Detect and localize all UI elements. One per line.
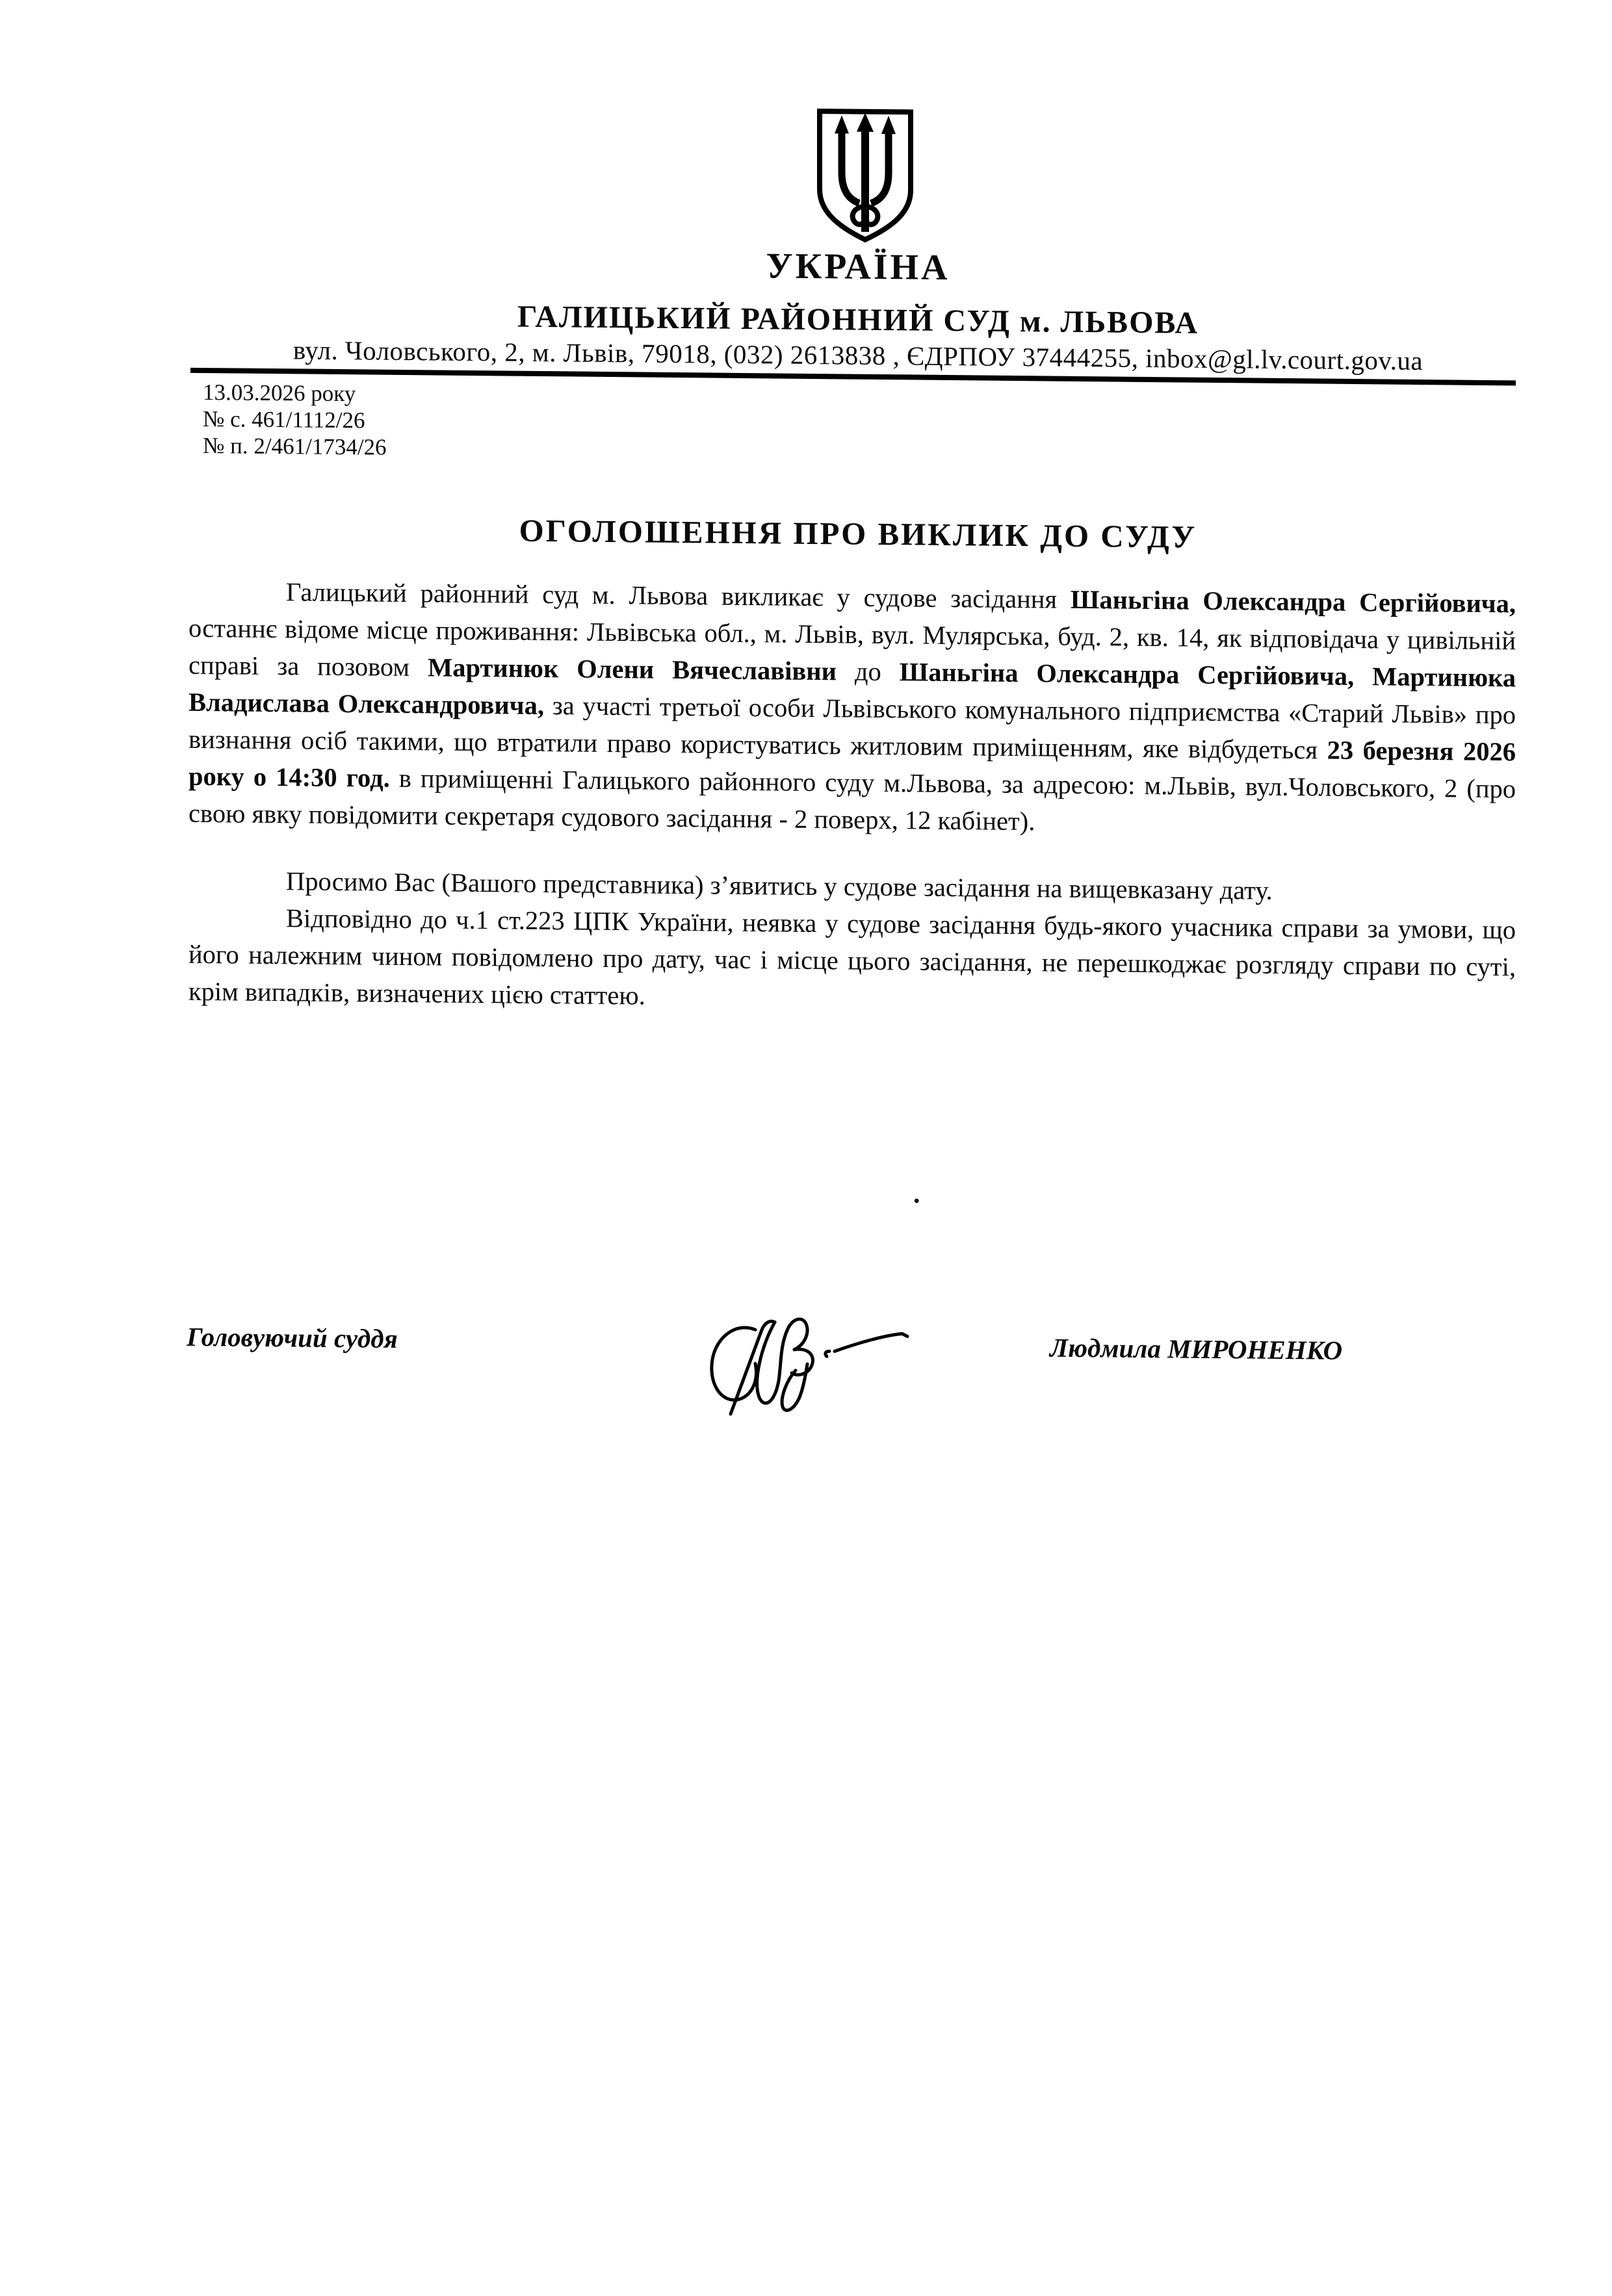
- ukraine-trident-emblem-icon: [813, 107, 917, 246]
- paragraph-legal-note: Відповідно до ч.1 ст.223 ЦПК України, неявка у судове засідання будь-якого учасника справи за умови, що його належним чином повідомлено про дату, час і місце цього засідання, не перешкоджає розгляду справи по суті, крім випадків, визначених цією статтею.: [188, 903, 1516, 1011]
- text-segment: Галицький районний суд м. Львова викликає у судове засідання: [286, 577, 1071, 614]
- text-segment: за участі третьої особи Львівського комунального підприємства «Старий Львів» про визнання осіб такими, що втратили право користуватись житловим приміщенням, яке відбудеться: [188, 691, 1516, 765]
- judge-signature-icon: [697, 1303, 915, 1419]
- paragraph-appearance-request: Просимо Вас (Вашого представника) з’явитись у судове засідання на вищевказану дату.: [286, 866, 1273, 905]
- document-body: [188, 573, 1516, 1023]
- proceeding-number-line: № п. 2/461/1734/26: [203, 432, 387, 460]
- country-name: УКРАЇНА: [766, 246, 950, 289]
- text-segment: до: [836, 656, 900, 687]
- text-segment: останнє відоме місце проживання: Львівська обл., м. Львів, вул. Мулярська, буд. 2, кв. 14, як відповідача у цивільній справі за позовом: [188, 613, 1516, 682]
- signature-role-label: Головуючий суддя: [187, 1321, 398, 1354]
- text-segment-plaintiff-name: Мартинюк Олени Вячеславівни: [428, 652, 837, 686]
- stray-dot-artifact: .: [913, 1179, 920, 1209]
- text-segment-defendant-name: Шаньгіна Олександра Сергійовича,: [1070, 584, 1516, 619]
- text-segment: в приміщенні Галицького районного суду м.Львова, за адресою: м.Львів, вул.Чоловського, 2 (про свою явку повідомити секретаря судового засідання - 2 поверх, 12 кабінет).: [188, 763, 1516, 836]
- case-number-line: № с. 461/1112/26: [203, 406, 365, 433]
- judge-name: Людмила МИРОНЕНКО: [1050, 1332, 1343, 1365]
- document-title: ОГОЛОШЕННЯ ПРО ВИКЛИК ДО СУДУ: [519, 512, 1197, 555]
- paragraph-summons: [188, 573, 1516, 845]
- court-name: ГАЛИЦЬКИЙ РАЙОННИЙ СУД м. ЛЬВОВА: [517, 299, 1199, 341]
- document-date-line: 13.03.2026 року: [203, 379, 356, 407]
- court-address-line: вул. Чоловського, 2, м. Львів, 79018, (032) 2613838 , ЄДРПОУ 37444255, inbox@gl.lv.court.gov.ua: [292, 335, 1424, 376]
- text-segment-hearing-datetime: 23 березня 2026 року о 14:30 год.: [188, 735, 1516, 793]
- text-segment-respondents-names: Шаньгіна Олександра Сергійовича, Мартинюка Владислава Олександровича,: [188, 657, 1516, 721]
- document-meta-block: [203, 379, 387, 461]
